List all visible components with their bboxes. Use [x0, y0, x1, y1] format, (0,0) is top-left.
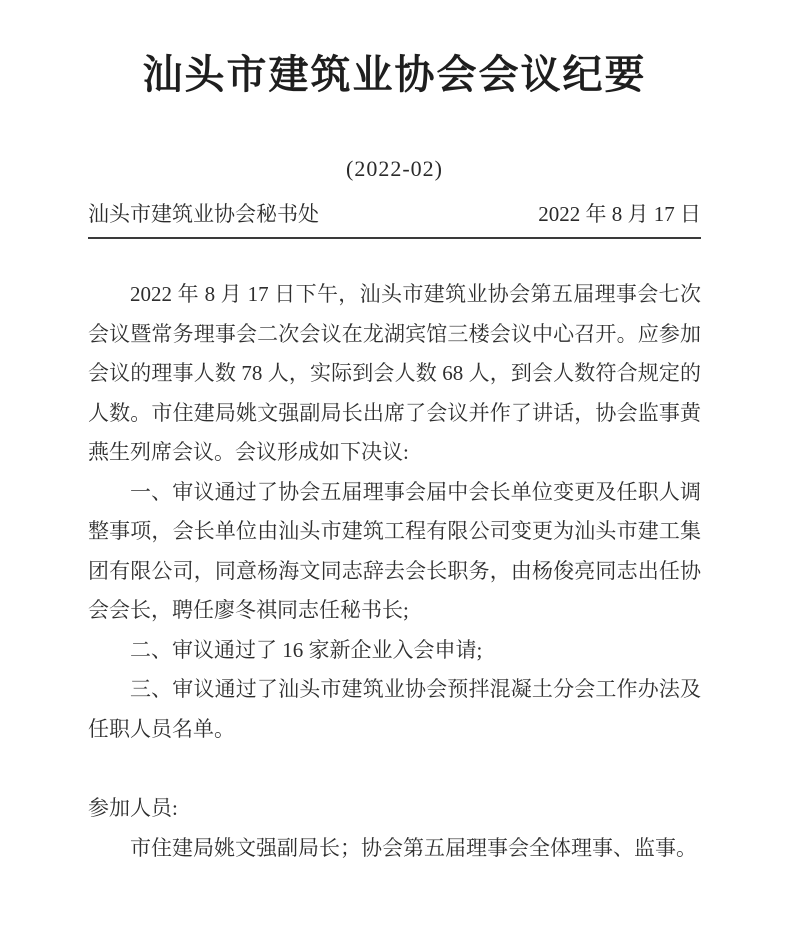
document-number: (2022-02) — [346, 156, 443, 181]
issuer-name: 汕头市建筑业协会秘书处 — [88, 202, 319, 226]
document-date: 2022 年 8 月 17 日 — [538, 202, 701, 226]
participants-label: 参加人员: — [88, 796, 178, 820]
paragraph-opening: 2022 年 8 月 17 日下午，汕头市建筑业协会第五届理事会七次会议暨常务理事会二次会议在龙湖宾馆三楼会议中心召开。应参加会议的理事人数 78 人，实际到会人数 68 人，到会人数符合规定的人数。市住建局姚文强副局长出席了会议并作了讲话，协会监事黄燕生列席会议。会议形成如下决议: — [88, 282, 701, 464]
paragraph-resolution-3: 三、审议通过了汕头市建筑业协会预拌混凝土分会工作办法及任职人员名单。 — [88, 677, 701, 741]
participants-list: 市住建局姚文强副局长；协会第五届理事会全体理事、监事。 — [130, 835, 697, 860]
paragraph-resolution-2: 二、审议通过了 16 家新企业入会申请; — [130, 637, 483, 662]
header-divider — [88, 237, 701, 239]
paragraph-resolution-1: 一、审议通过了协会五届理事会届中会长单位变更及任职人调整事项，会长单位由汕头市建筑工程有限公司变更为汕头市建工集团有限公司，同意杨海文同志辞去会长职务，由杨俊亮同志出任协会会长，聘任廖冬祺同志任秘书长; — [88, 479, 701, 622]
document-meta-row — [88, 198, 701, 228]
document-title: 汕头市建筑业协会会议纪要 — [142, 53, 647, 97]
document-body — [88, 275, 701, 868]
